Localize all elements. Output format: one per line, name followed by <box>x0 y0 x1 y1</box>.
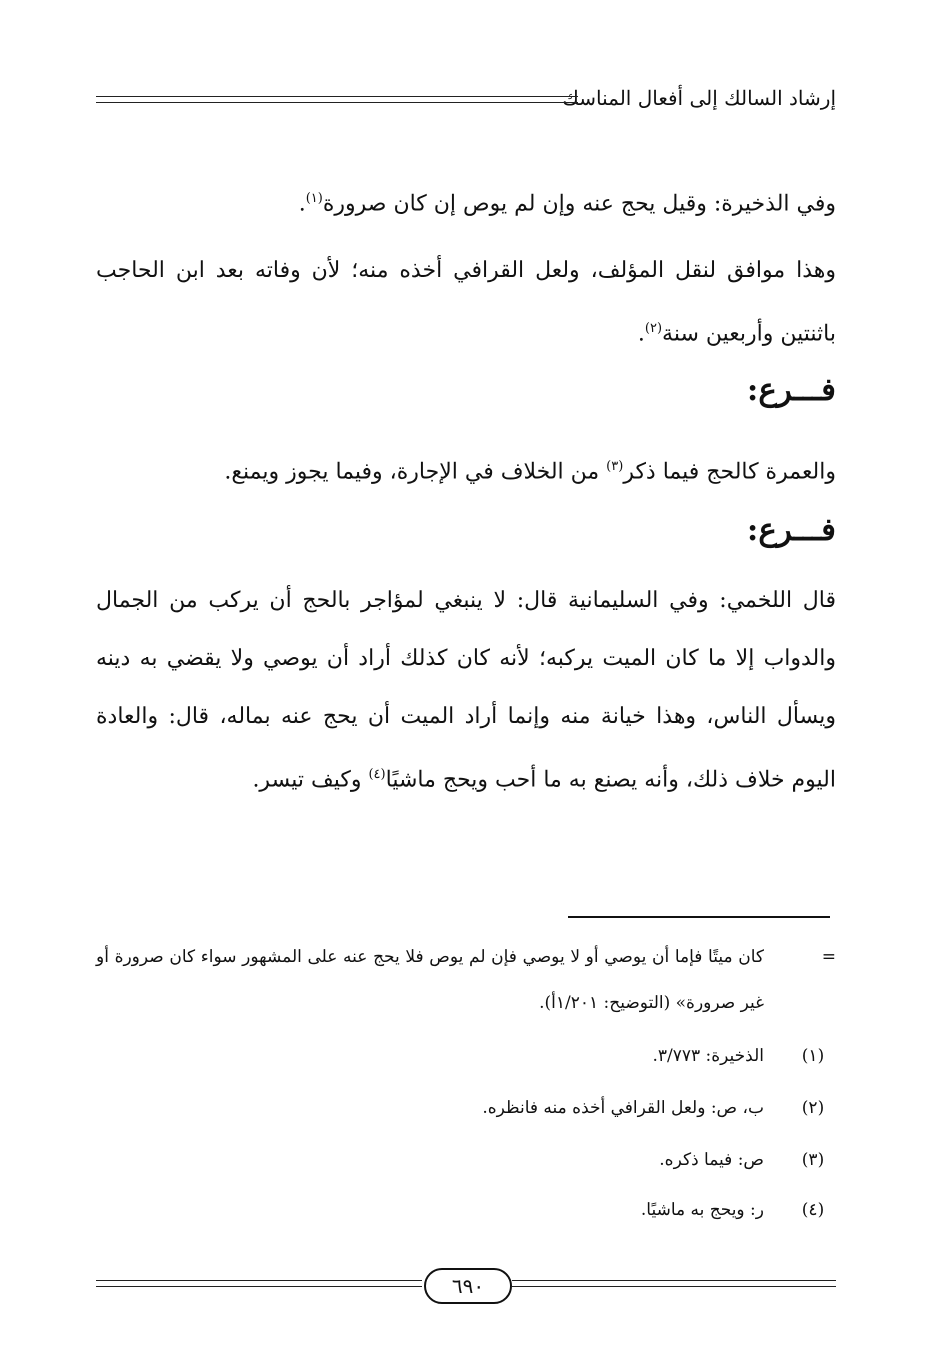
page-number: ٦٩٠ <box>424 1268 512 1304</box>
header-double-rule <box>96 96 578 103</box>
footnote-ref-1: (١) <box>305 191 323 206</box>
running-header <box>96 82 836 116</box>
paragraph-3-text: والعمرة كالحج فيما ذكر <box>623 459 836 485</box>
page-footer <box>96 1268 836 1308</box>
paragraph-3 <box>96 438 836 501</box>
footnote-number: (٢) <box>801 1098 825 1118</box>
footnote-text: ص: فيما ذكره. <box>659 1150 764 1170</box>
footnote-ref-2: (٢) <box>644 321 663 336</box>
header-title: إرشاد السالك إلى أفعال المناسك <box>562 86 836 110</box>
paragraph-2-end: . <box>637 321 645 347</box>
footnote-separator <box>568 916 830 918</box>
paragraph-1-text: وفي الذخيرة: وقيل يحج عنه وإن لم يوص إن كان صرورة <box>322 191 836 217</box>
footnote-item <box>96 1098 836 1128</box>
paragraph-3-text-end: من الخلاف في الإجارة، وفيما يجوز ويمنع. <box>224 459 600 485</box>
paragraph-4-text: قال اللخمي: وفي السليمانية قال: لا ينبغي لمؤاجر بالحج أن يركب من الجمال والدواب إلا ما كان الميت يركبه؛ لأنه كان كذلك أراد أن يوصي ولا يقضي به دينه ويسأل الناس، وهذا خيانة منه وإنما أراد الميت أن يحج عنه بماله، قال: والعادة اليوم خلاف ذلك، وأنه يصنع به ما أحب ويحج ماشيًا <box>96 588 836 793</box>
paragraph-1 <box>96 170 836 233</box>
section-heading-2: فـــرع: <box>746 512 836 548</box>
footnote-item <box>96 1150 836 1180</box>
footnote-item <box>96 1200 836 1230</box>
footnote-number: (١) <box>801 1046 825 1066</box>
footnote-item <box>96 1046 836 1076</box>
paragraph-4-text-end: وكيف تيسر. <box>252 767 362 793</box>
paragraph-1-end: . <box>298 191 306 217</box>
footnote-ref-3: (٣) <box>606 459 624 474</box>
footer-rule-left <box>96 1280 422 1287</box>
continuation-text: كان ميتًا فإما أن يوصي أو لا يوصي فإن لم يوص فلا يحج عنه على المشهور سواء كان صرورة أو غير صرورة» (التوضيح: ١/٢٠١أ). <box>96 947 764 1013</box>
footer-rule-right <box>512 1280 836 1287</box>
paragraph-4 <box>96 572 836 809</box>
footnote-number: (٤) <box>801 1200 825 1220</box>
paragraph-2-text: وهذا موافق لنقل المؤلف، ولعل القرافي أخذه منه؛ لأن وفاته بعد ابن الحاجب باثنتين وأربعين سنة <box>96 258 836 347</box>
footnote-number: (٣) <box>801 1150 825 1170</box>
continuation-mark: = <box>821 947 836 967</box>
footnote-text: ر: ويحج به ماشيًا. <box>640 1200 764 1220</box>
footnote-text: ب، ص: ولعل القرافي أخذه منه فانظره. <box>482 1098 764 1118</box>
footnote-ref-4: (٤) <box>368 767 386 782</box>
footnote-text: الذخيرة: ٣/٧٧٣. <box>652 1046 764 1066</box>
section-heading-1: فـــرع: <box>746 372 836 408</box>
paragraph-2 <box>96 242 836 363</box>
